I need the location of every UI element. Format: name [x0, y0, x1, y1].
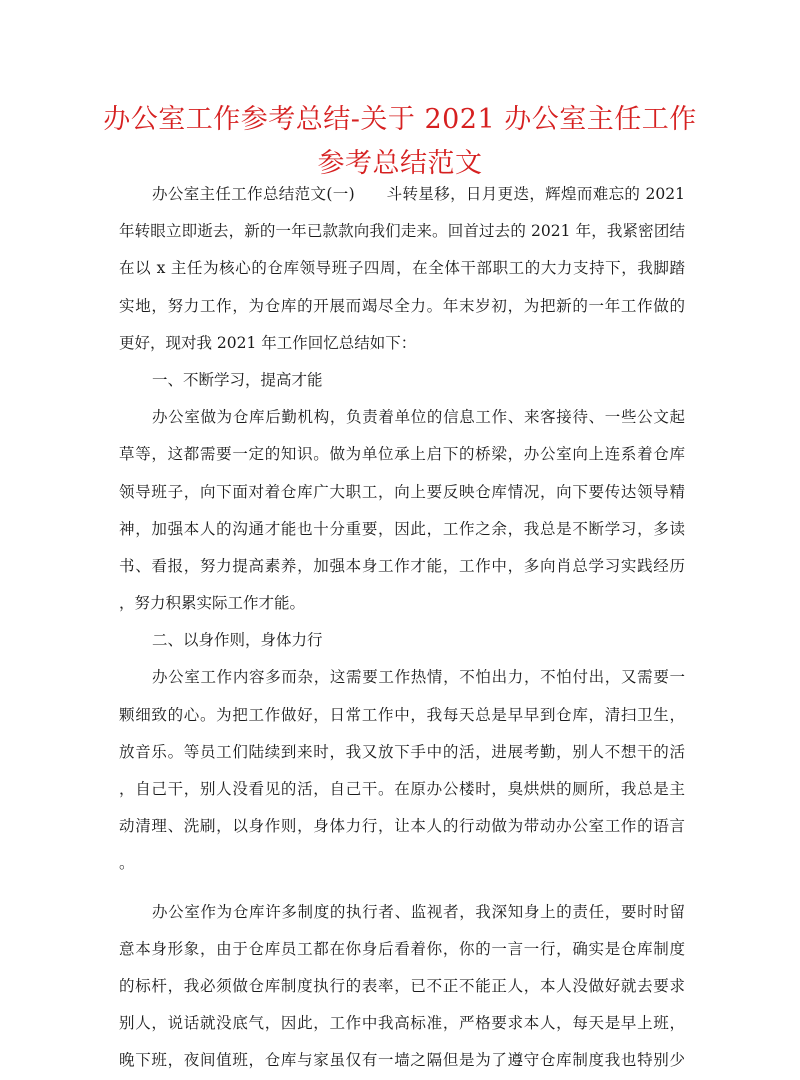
paragraph-line: 放音乐。等员工们陆续到来时，我又放下手中的活，进展考勤，别人不想干的活	[119, 742, 685, 761]
paragraph	[119, 894, 685, 1080]
paragraph-line: 动清理、洗刷，以身作则，身体力行，让本人的行动做为带动办公室工作的语言	[119, 817, 685, 836]
paragraph	[119, 399, 685, 622]
section-heading	[119, 622, 685, 659]
title-line-1: 办公室工作参考总结-关于 2021 办公室主任工作	[103, 104, 697, 135]
paragraph-line: 办公室做为仓库后勤机构，负责着单位的信息工作、来客接待、一些公文起	[152, 408, 685, 427]
paragraph-line: 办公室工作内容多而杂，这需要工作热情，不怕出力，不怕付出，又需要一	[152, 668, 685, 687]
document-body	[119, 176, 685, 1080]
paragraph-line: ，自己干，别人没看见的活，自己干。在原办公楼时，臭烘烘的厕所，我总是主	[119, 780, 685, 798]
paragraph-line: 实地，努力工作，为仓库的开展而竭尽全力。年末岁初，为把新的一年工作做的	[119, 296, 685, 315]
paragraph-line: 颗细致的心。为把工作做好，日常工作中，我每天总是早早到仓库，清扫卫生，	[119, 705, 685, 724]
paragraph-line: 更好，现对我 2021 年工作回忆总结如下：	[119, 333, 417, 352]
paragraph-line: 神，加强本人的沟通才能也十分重要，因此，工作之余，我总是不断学习，多读	[119, 519, 685, 538]
paragraph-line: 在以 x 主任为核心的仓库领导班子四周，在全体干部职工的大力支持下，我脚踏	[119, 259, 685, 278]
paragraph-line: ，努力积累实际工作才能。	[119, 594, 306, 613]
section-heading	[119, 362, 685, 399]
paragraph-line: 意本身形象，由于仓库员工都在你身后看着你，你的一言一行，确实是仓库制度	[119, 939, 685, 958]
paragraph-line: 办公室作为仓库许多制度的执行者、监视者，我深知身上的责任，要时时留	[152, 902, 685, 921]
title-line-2: 参考总结范文	[317, 148, 483, 179]
paragraph-line: 草等，这都需要一定的知识。做为单位承上启下的桥梁，办公室向上连系着仓库	[119, 445, 685, 464]
paragraph-line: 的标杆，我必须做仓库制度执行的表率，已不正不能正人，本人没做好就去要求	[119, 976, 685, 995]
paragraph-line: 别人，说话就没底气，因此，工作中我高标准，严格要求本人，每天是早上班，	[119, 1014, 685, 1033]
document-title	[100, 98, 700, 186]
paragraph-line: 晚下班，夜间值班，仓库与家虽仅有一墙之隔但是为了遵守仓库制度我也特别少	[119, 1051, 685, 1070]
paragraph-line: 办公室主任工作总结范文(一) 斗转星移，日月更迭，辉煌而难忘的 2021	[152, 185, 685, 203]
paragraph-gap	[119, 883, 685, 894]
section-heading-text: 二、以身作则，身体力行	[152, 631, 323, 650]
paragraph	[119, 176, 685, 362]
paragraph	[119, 659, 685, 882]
section-heading-text: 一、不断学习，提高才能	[152, 370, 323, 389]
paragraph-line: 。	[119, 854, 135, 873]
paragraph-line: 领导班子，向下面对着仓库广大职工，向上要反映仓库情况，向下要传达领导精	[119, 482, 685, 501]
paragraph-line: 书、看报，努力提高素养，加强本身工作才能，工作中，多向肖总学习实践经历	[119, 556, 685, 575]
paragraph-line: 年转眼立即逝去，新的一年已款款向我们走来。回首过去的 2021 年，我紧密团结	[119, 222, 685, 241]
